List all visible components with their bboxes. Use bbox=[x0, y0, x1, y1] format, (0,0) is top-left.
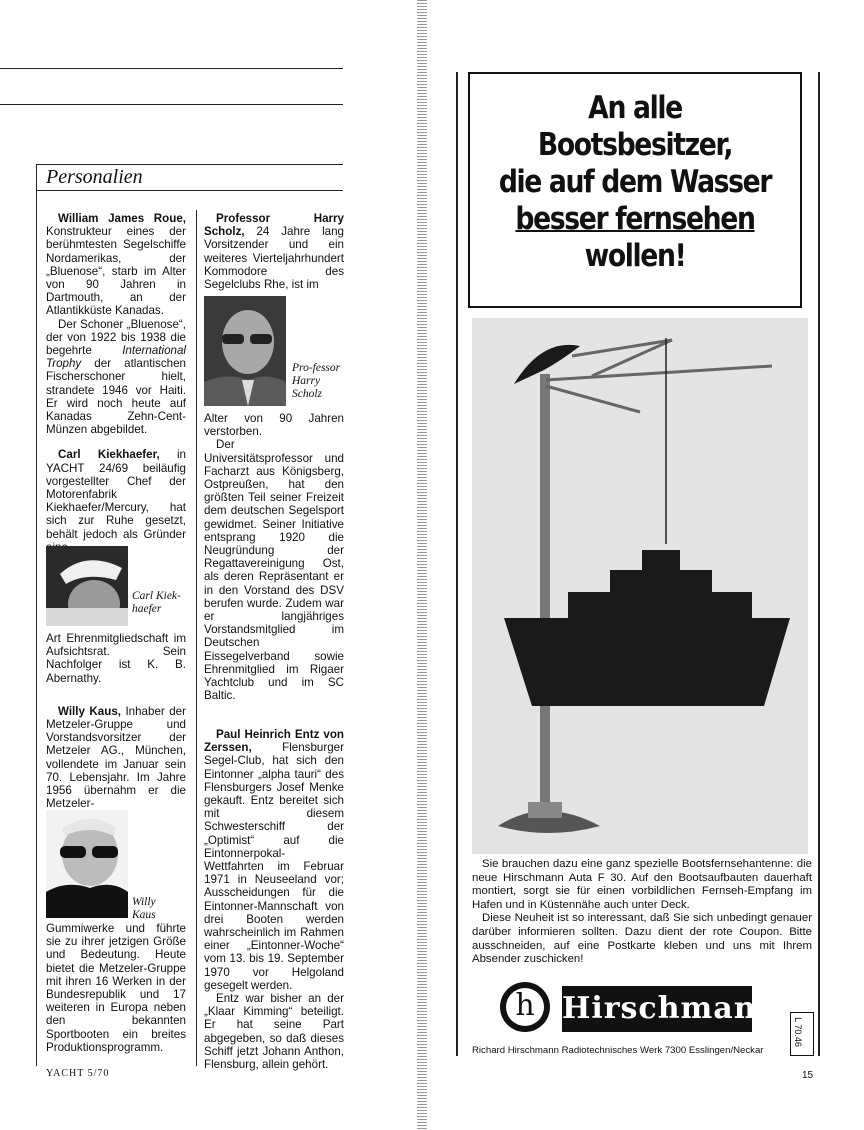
name-scholz: Professor Harry Scholz, bbox=[204, 212, 344, 239]
paragraph-roue: William James Roue, Konstrukteur eines der berühmtesten Segelschiffe Nordamerikas, der „Bluenose“, starb im Alter von 90 Jahren in Dartmouth, an der Atlantikküste Kanadas. bbox=[46, 212, 186, 318]
page-number: 15 bbox=[802, 1070, 814, 1081]
paragraph-entz: Paul Heinrich Entz von Zerssen, Flensburger Segel-Club, hat sich den Eintonner „alpha tauri“ des Flensburgers Josef Menke gekauft. Entz bereitet sich mit diesem Schwesterschiff der „Optimist“ auf die Eintonnerpokal-Wettfahrten im Februar 1971 in Neuseeland vor; Ausscheidungen für die Eintonner-Mannschaft von drei Booten werden wahrscheinlich im Rahmen einer „Eintonner-Woche“ vom 13. bis 19. September 1970 vor Helgoland gesegelt werden. bbox=[204, 728, 344, 992]
ad-frame-left bbox=[456, 72, 458, 1056]
ad-frame-right bbox=[818, 72, 820, 1056]
photo-kiekhaefer bbox=[46, 546, 128, 626]
paragraph-scholz-cont: Alter von 90 Jahren verstorben. bbox=[204, 412, 344, 439]
caption-kiekhaefer: Carl Kiek-haefer bbox=[132, 590, 181, 615]
company-address: Richard Hirschmann Radiotechnisches Werk 7300 Esslingen/Neckar bbox=[472, 1045, 764, 1056]
name-kaus: Willy Kaus, bbox=[58, 704, 121, 718]
headline-line-5: wollen! bbox=[584, 238, 686, 274]
column-1-mid bbox=[46, 632, 186, 810]
ad-code-box bbox=[790, 1012, 814, 1056]
name-entz: Paul Heinrich Entz von Zerssen, bbox=[204, 728, 344, 755]
top-rule-1 bbox=[0, 68, 343, 69]
paragraph-scholz: Professor Harry Scholz, 24 Jahre lang Vorsitzender und ein weiteres Vierteljahrhundert Kommodore des Segelclubs Rhe, ist im bbox=[204, 212, 344, 292]
paragraph-entz-2: Entz war bisher an der „Klaar Kimming“ beteiligt. Er hat seine Part abgegeben, so daß dieses Schiff jetzt Johann Anthon, Flensburg, allein gehört. bbox=[204, 992, 344, 1072]
headline-line-4: besser fernsehen bbox=[515, 201, 755, 237]
hirschmann-wordmark: Hirschmann bbox=[562, 986, 752, 1032]
column-2-mid bbox=[204, 412, 344, 702]
ad-body-paragraph-2: Diese Neuheit ist so interessant, daß Sie sich unbedingt genauer darüber informieren sollten. Dazu dient der rote Coupon. Bitte ausschneiden, auf eine Postkarte kleben und uns mit Ihrem Absender zuschicken! bbox=[472, 912, 812, 966]
headline-line-3: die auf dem Wasser bbox=[498, 164, 772, 200]
column-2-bottom bbox=[204, 728, 344, 1071]
top-rule-2 bbox=[0, 104, 343, 105]
ad-body-paragraph-1: Sie brauchen dazu eine ganz spezielle Bootsfernsehantenne: die neue Hirschmann Auta F 30. Auf den Bootsaufbauten dauerhaft montiert, sorgt sie für einen vorbildlichen Fernseh-Empfang im Hafen und in Küstennähe auch unter Deck. bbox=[472, 858, 812, 911]
headline-line-1: An alle bbox=[588, 90, 682, 126]
ad-headline bbox=[491, 90, 778, 275]
column-divider-mid bbox=[196, 210, 197, 1066]
column-1-top bbox=[46, 212, 186, 554]
name-roue: William James Roue, bbox=[58, 212, 186, 225]
paragraph-kaus-cont: Gummiwerke und führte sie zu ihrer jetzigen Größe und Bedeutung. Heute bietet die Metzeler-Gruppe mit ihren 16 Werken in der Bundesrepublik und 17 weiteren in Europa neben den bekannten Sportbooten ein breites Produktionsprogramm. bbox=[46, 922, 186, 1054]
section-rule-bottom bbox=[36, 190, 343, 191]
photo-kaus bbox=[46, 810, 128, 918]
name-kiekhaefer: Carl Kiekhaefer, bbox=[58, 448, 160, 462]
ad-body bbox=[472, 858, 812, 967]
paragraph-kaus: Willy Kaus, Inhaber der Metzeler-Gruppe und Vorstandsvorsitzer der Metzeler AG., München, vollendete im Januar sein 70. Lebensjahr. Im Jahre 1956 übernahm er die Metzeler- bbox=[46, 704, 186, 811]
magazine-footer: YACHT 5/70 bbox=[46, 1068, 110, 1079]
paragraph-kiekhaefer: Carl Kiekhaefer, in YACHT 24/69 beiläufig vorgestellter Chef der Motorenfabrik Kiekhaefer/Mercury, hat sich zur Ruhe gesetzt, behält jedoch als Gründer bbox=[46, 448, 186, 541]
paragraph-bluenose: Der Schoner „Bluenose“, der von 1922 bis 1938 die begehrte International Trophy der atlantischen Fischerschoner hielt, strandete 1946 vor Haiti. Er wird noch heute auf Kanadas Zehn-Cent-Münzen abgebildet. bbox=[46, 317, 186, 437]
page-gutter bbox=[417, 0, 427, 1130]
caption-scholz: Pro-fessor Harry Scholz bbox=[292, 362, 341, 400]
headline-line-2: Bootsbesitzer, bbox=[537, 127, 733, 163]
section-rule-top bbox=[36, 164, 343, 165]
antenna-photo bbox=[472, 318, 808, 854]
logo-letter: h bbox=[506, 988, 544, 1026]
caption-kaus: Willy Kaus bbox=[132, 896, 156, 921]
paragraph-scholz-bio: Der Universitätsprofessor und Facharzt aus Königsberg, Ostpreußen, hat den größten Teil seiner Freizeit dem deutschen Segelsport gewidmet. Seiner Initiative entsprang 1920 die Neugründung der Regattavereinigung Ost, als deren Repräsentant er in den Vorstand des DSV berufen wurde. Zudem war er langjähriges Vorstandsmitglied im Deutschen Eissegelverband sowie Ehrenmitglied im Rigaer Yachtclub und im SC Baltic. bbox=[204, 438, 344, 703]
column-2-top bbox=[204, 212, 344, 291]
photo-scholz bbox=[204, 296, 286, 406]
paragraph-kiekhaefer-cont: Art Ehrenmitgliedschaft im Aufsichtsrat. Sein Nachfolger ist K. B. Abernathy. bbox=[46, 632, 186, 685]
section-title: Personalien bbox=[46, 166, 143, 188]
column-divider-left bbox=[36, 164, 37, 1066]
column-1-bottom bbox=[46, 922, 186, 1054]
ad-code: L 70.46 bbox=[792, 1017, 803, 1047]
